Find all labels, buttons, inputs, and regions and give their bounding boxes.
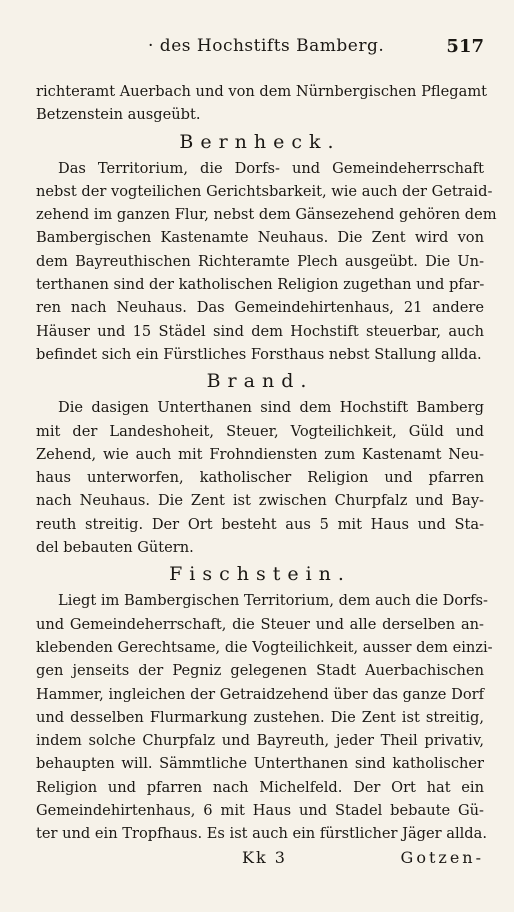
text-line: behaupten will. Sämmtliche Unterthanen sind katholischer: [36, 755, 484, 773]
text-line: Gemeindehirtenhaus, 6 mit Haus und Stadel bebaute Gü-: [36, 802, 484, 820]
text-line: dem Bayreuthischen Richteramte Plech ausgeübt. Die Un-: [36, 252, 484, 270]
text-line: gen jenseits der Pegniz gelegenen Stadt Auerbachischen: [36, 662, 484, 680]
text-line: und desselben Flurmarkung zustehen. Die Zent ist streitig,: [36, 708, 484, 726]
text-line: klebenden Gerechtsame, die Vogteilichkeit, ausser dem einzi-: [36, 638, 493, 656]
signature-mark: Kk 3: [242, 847, 287, 867]
text-line: indem solche Churpfalz und Bayreuth, jeder Theil privativ,: [36, 732, 484, 750]
catchword: Gotzen-: [400, 847, 484, 867]
text-line: nach Neuhaus. Die Zent ist zwischen Churpfalz und Bay-: [36, 492, 484, 510]
text-line: befindet sich ein Fürstliches Forsthaus nebst Stallung allda.: [36, 345, 482, 363]
text-line: mit der Landeshoheit, Steuer, Vogteilichkeit, Güld und: [36, 422, 484, 440]
text-line: Liegt im Bambergischen Territorium, dem auch die Dorfs-: [58, 592, 488, 610]
body-text: [36, 80, 497, 846]
text-line: ter und ein Tropfhaus. Es ist auch ein fürstlicher Jäger allda.: [36, 825, 487, 843]
text-line: del bebauten Gütern.: [36, 539, 194, 557]
book-page: [0, 36, 514, 912]
text-line: Betzenstein ausgeübt.: [36, 106, 201, 124]
running-head: [36, 36, 484, 76]
text-line: Das Territorium, die Dorfs- und Gemeindeherrschaft: [58, 159, 484, 177]
text-line: Zehend, wie auch mit Frohndiensten zum Kastenamt Neu-: [36, 445, 484, 463]
text-line: Bambergischen Kastenamte Neuhaus. Die Zent wird von: [36, 229, 484, 247]
text-line: Hammer, ingleichen der Getraidzehend über das ganze Dorf: [36, 685, 484, 703]
text-line: terthanen sind der katholischen Religion zugethan und pfar-: [36, 276, 485, 294]
text-line: Häuser und 15 Städel sind dem Hochstift steuerbar, auch: [36, 322, 484, 340]
text-line: reuth streitig. Der Ort besteht aus 5 mit Haus und Sta-: [36, 515, 484, 533]
text-line: Religion und pfarren nach Michelfeld. Der Ort hat ein: [36, 778, 484, 796]
page-number: 517: [446, 36, 484, 57]
text-line: zehend im ganzen Flur, nebst dem Gänsezehend gehören dem: [36, 206, 497, 224]
text-line: Die dasigen Unterthanen sind dem Hochstift Bamberg: [58, 399, 484, 417]
text-line: und Gemeindeherrschaft, die Steuer und alle derselben an-: [36, 615, 484, 633]
page-footer: [36, 848, 484, 874]
section-heading-brand: Brand.: [206, 370, 314, 393]
section-heading-bernheck: Bernheck.: [179, 130, 341, 153]
text-line: nebst der vogteilichen Gerichtsbarkeit, wie auch der Getraid-: [36, 182, 493, 200]
text-line: richteramt Auerbach und von dem Nürnbergischen Pflegamt: [36, 83, 488, 100]
running-title: · des Hochstifts Bamberg.: [148, 36, 385, 56]
text-line: haus unterworfen, katholischer Religion und pfarren: [36, 469, 484, 487]
section-heading-fischstein: Fischstein.: [169, 563, 351, 586]
text-line: ren nach Neuhaus. Das Gemeindehirtenhaus, 21 andere: [36, 299, 484, 317]
